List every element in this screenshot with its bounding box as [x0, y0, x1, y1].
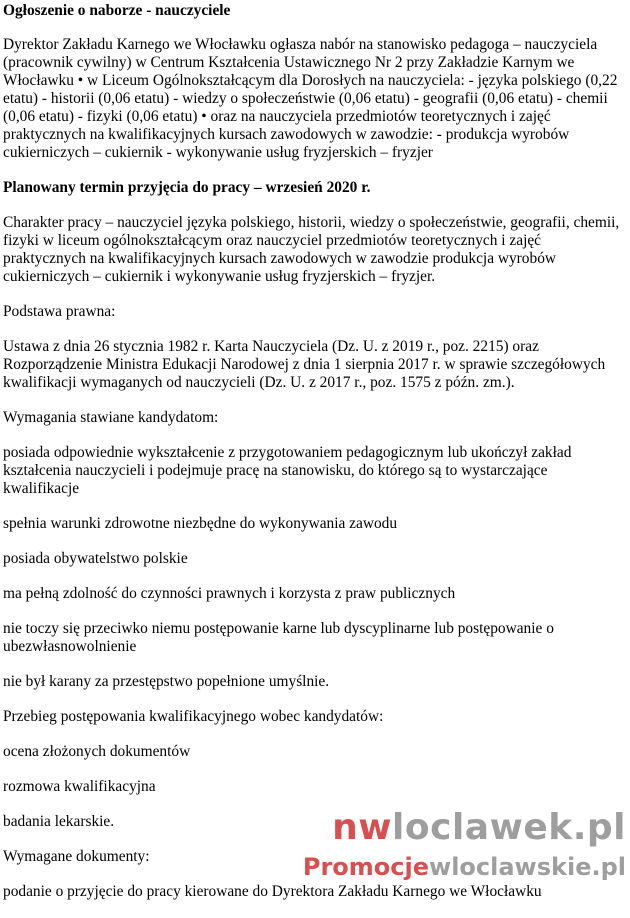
document-item: podanie o przyjęcie do pracy kierowane do Dyrektora Zakładu Karnego we Włocławku — [3, 883, 542, 900]
procedure-label: Przebieg postępowania kwalifikacyjnego wobec kandydatów: — [3, 708, 384, 725]
requirement-item: nie toczy się przeciwko niemu postępowanie karne lub dyscyplinarne lub postępowanie o ubezwłasnowolnienie — [3, 620, 554, 655]
requirement-item: posiada odpowiednie wykształcenie z przygotowaniem pedagogicznym lub ukończył zakład kształcenia nauczycieli i podejmuje pracę na stanowisku, do którego są to wystarczające kwalifikacje — [3, 444, 572, 497]
legal-basis-paragraph: Ustawa z dnia 26 stycznia 1982 r. Karta Nauczyciela (Dz. U. z 2019 r., poz. 2215) oraz Rozporządzenie Ministra Edukacji Narodowej z dnia 1 sierpnia 2017 r. w sprawie szczegółowych kwalifikacji wymaganych od nauczycieli (Dz. U. z 2017 r., poz. 1575 z późn. zm.). — [3, 338, 606, 391]
requirement-item: spełnia warunki zdrowotne niezbędne do wykonywania zawodu — [3, 515, 398, 532]
requirement-item: posiada obywatelstwo polskie — [3, 550, 188, 567]
watermark-line-2-gray: wloclawskie.pl — [429, 853, 626, 881]
watermark-line-1-red: nw — [332, 807, 393, 848]
procedure-item: ocena złożonych dokumentów — [3, 743, 191, 760]
documents-label: Wymagane dokumenty: — [3, 848, 150, 865]
procedure-item: badania lekarskie. — [3, 813, 115, 830]
intro-paragraph: Dyrektor Zakładu Karnego we Włocławku ogłasza nabór na stanowisko pedagoga – nauczyciela (pracownik cywilny) w Centrum Kształcenia Ustawicznego Nr 2 przy Zakładzie Karnym we Włocławku • w Liceum Ogólnokształcącym dla Dorosłych na nauczyciela: - języka polskiego (0,22 etatu) - historii (0,06 etatu) - wiedzy o społeczeństwie (0,06 etatu) - geografii (0,06 etatu) - chemii (0,06 etatu) - fizyki (0,06 etatu) • oraz na nauczyciela przedmiotów teoretycznych i zajęć praktycznych na kwalifikacyjnych kursach zawodowych w zawodzie: - produkcja wyrobów cukierniczych – cukiernik - wykonywanie usług fryzjerskich – fryzjer — [3, 36, 618, 161]
work-character-paragraph: Charakter pracy – nauczyciel języka polskiego, historii, wiedzy o społeczeństwie, geografii, chemii, fizyki w liceum ogólnokształcącym oraz nauczyciel przedmiotów teoretycznych i zajęć praktycznych na kwalifikacyjnych kursach zawodowych w zawodzie produkcja wyrobów cukierniczych – cukiernik i wykonywanie usług fryzjerskich – fryzjer. — [3, 214, 620, 285]
announcement-document — [3, 0, 627, 918]
requirements-label: Wymagania stawiane kandydatom: — [3, 409, 219, 426]
watermark-line-1-gray: loclawek.pl — [392, 807, 626, 848]
page-title: Ogłoszenie o naborze - nauczyciele — [3, 2, 231, 19]
requirement-item: ma pełną zdolność do czynności prawnych i korzysta z praw publicznych — [3, 585, 456, 602]
start-date-heading: Planowany termin przyjęcia do pracy – wrzesień 2020 r. — [3, 179, 371, 196]
procedure-item: rozmowa kwalifikacyjna — [3, 778, 156, 795]
watermark-line-2-red: Promocje — [302, 853, 430, 881]
requirement-item: nie był karany za przestępstwo popełnione umyślnie. — [3, 673, 330, 690]
legal-basis-label: Podstawa prawna: — [3, 303, 116, 320]
